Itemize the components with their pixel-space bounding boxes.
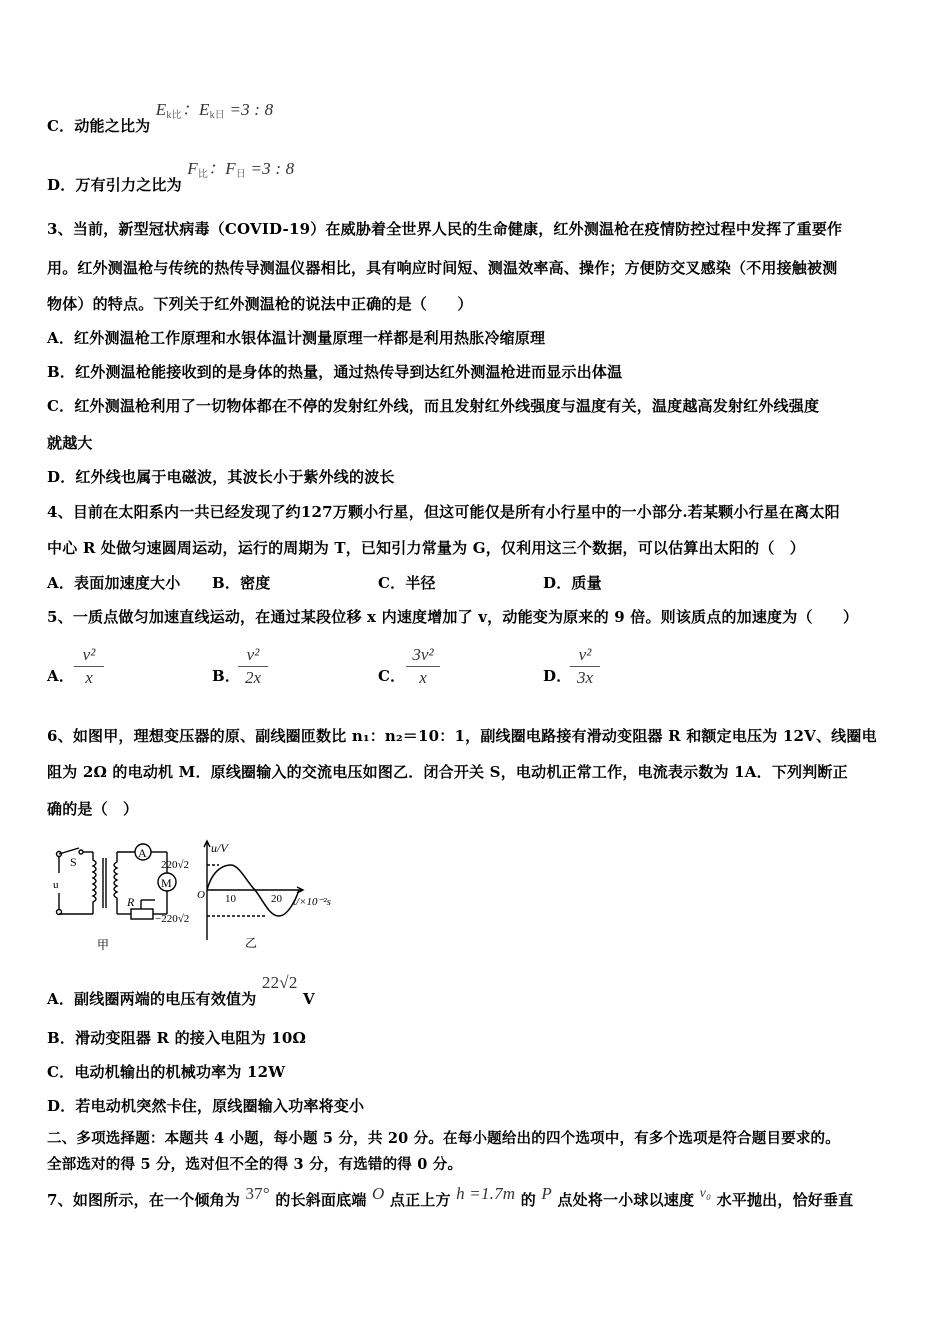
q5-option-c-label: C． bbox=[378, 667, 406, 685]
q4-option-a: A．表面加速度大小 bbox=[47, 574, 181, 592]
q3-option-b: B．红外测温枪能接收到的是身体的热量，通过热传导到达红外测温枪进而显示出体温 bbox=[47, 363, 623, 381]
q4-stem-line-2: 中心 R 处做匀速圆周运动，运行的周期为 T，已知引力常量为 G，仅利用这三个数据，可以估算出太阳的（ ） bbox=[47, 539, 805, 557]
q5-option-d-fraction: v² 3x bbox=[568, 644, 602, 689]
point-p: P bbox=[541, 1184, 552, 1203]
option-text: C．动能之比为 bbox=[47, 117, 151, 135]
velocity-v0: v₀ bbox=[699, 1186, 712, 1201]
q4-option-c: C．半径 bbox=[378, 574, 436, 592]
q3-stem-line-3: 物体）的特点。下列关于红外测温枪的说法中正确的是（ ） bbox=[47, 295, 473, 313]
q5-option-d-label: D． bbox=[543, 667, 572, 685]
q3-option-d: D．红外线也属于电磁波，其波长小于紫外线的波长 bbox=[47, 468, 395, 486]
q6-option-d: D．若电动机突然卡住，原线圈输入功率将变小 bbox=[47, 1097, 365, 1115]
q6-option-a: A．副线圈两端的电压有效值为 22√2 V bbox=[47, 973, 315, 1008]
section2-line-1: 二、多项选择题：本题共 4 小题，每小题 5 分，共 20 分。在每小题给出的四个选项中，有多个选项是符合题目要求的。 bbox=[47, 1130, 840, 1147]
q3-option-c-cont: 就越大 bbox=[47, 434, 93, 452]
point-o: O bbox=[371, 1184, 385, 1203]
q4-option-b: B．密度 bbox=[212, 574, 271, 592]
q5-option-b-fraction: v² 2x bbox=[236, 644, 270, 689]
x-axis-label: t/×10⁻²s bbox=[293, 896, 331, 908]
height-value: h =1.7m bbox=[456, 1184, 516, 1203]
y-axis-label: u/V bbox=[211, 841, 228, 855]
origin-label: O bbox=[197, 889, 205, 901]
q6-stem-line-1: 6、如图甲，理想变压器的原、副线圈匝数比 n₁：n₂＝10：1，副线圈电路接有滑动变阻器 R 和额定电压为 12V、线圈电 bbox=[47, 727, 877, 745]
q3-option-a: A．红外测温枪工作原理和水银体温计测量原理一样都是利用热胀冷缩原理 bbox=[47, 329, 546, 347]
section2-line-2: 全部选对的得 5 分，选对但不全的得 3 分，有选错的得 0 分。 bbox=[47, 1156, 463, 1173]
switch-label: S bbox=[70, 855, 77, 869]
q5-option-a-label: A． bbox=[47, 667, 75, 685]
t2-label: 20 bbox=[271, 893, 282, 905]
q2-option-c bbox=[47, 100, 274, 136]
q4-option-d: D．质量 bbox=[543, 574, 602, 592]
figure-yi-label: 乙 bbox=[245, 936, 258, 950]
motor-label: M bbox=[161, 876, 172, 890]
y-max-label: 220√2 bbox=[161, 859, 190, 871]
formula: $F_比$：$F_日 =3$ : 8 bbox=[187, 159, 295, 180]
t1-label: 10 bbox=[225, 893, 236, 905]
formula: $E_{k比}$：$E_{k日} =3$ : 8 bbox=[155, 100, 274, 121]
rheostat-label: R bbox=[127, 895, 135, 909]
q6-option-b: B．滑动变阻器 R 的接入电阻为 10Ω bbox=[47, 1029, 307, 1047]
angle-value: 37° bbox=[245, 1184, 270, 1203]
q5-stem: 5、一质点做匀加速直线运动，在通过某段位移 x 内速度增加了 v，动能变为原来的 9 倍。则该质点的加速度为（ ） bbox=[47, 608, 859, 626]
q3-stem-line-1: 3、当前，新型冠状病毒（COVID-19）在威胁着全世界人民的生命健康，红外测温枪在疫情防控过程中发挥了重要作 bbox=[47, 220, 843, 238]
q3-stem-line-2: 用。红外测温枪与传统的热传导测温仪器相比，具有响应时间短、测温效率高、操作；方便防交叉感染（不用接触被测 bbox=[47, 259, 838, 277]
option-text: D．万有引力之比为 bbox=[47, 176, 182, 194]
q6-option-c: C．电动机输出的机械功率为 12W bbox=[47, 1063, 286, 1081]
q3-option-c: C．红外测温枪利用了一切物体都在不停的发射红外线，而且发射红外线强度与温度有关，温度越高发射红外线强度 bbox=[47, 397, 820, 415]
q5-option-a-fraction: v² x bbox=[72, 644, 106, 689]
q5-option-b-label: B． bbox=[212, 667, 241, 685]
y-min-label: −220√2 bbox=[155, 913, 190, 925]
q7-stem: 7、如图所示，在一个倾角为 37° 的长斜面底端 O 点正上方 h =1.7m 的 P 点处将一小球以速度 v₀ 水平抛出，恰好垂直 bbox=[47, 1184, 854, 1209]
q6-figure bbox=[47, 838, 357, 953]
q6-stem-line-2: 阻为 2Ω 的电动机 M．原线圈输入的交流电压如图乙．闭合开关 S，电动机正常工作，电流表示数为 1A．下列判断正 bbox=[47, 763, 848, 781]
source-label: u bbox=[53, 879, 59, 891]
q6-stem-line-3: 确的是（ ） bbox=[47, 800, 139, 818]
ammeter-label: A bbox=[138, 846, 147, 860]
figure-jia-label: 甲 bbox=[97, 938, 110, 952]
transformer-circuit bbox=[53, 844, 176, 952]
voltage-graph bbox=[155, 841, 331, 950]
q4-stem-line-1: 4、目前在太阳系内一共已经发现了约127万颗小行星，但这可能仅是所有小行星中的一小部分.若某颗小行星在离太阳 bbox=[47, 503, 840, 521]
q2-option-d bbox=[47, 159, 295, 195]
formula: 22√2 bbox=[261, 973, 298, 992]
q5-option-c-fraction: 3v² x bbox=[404, 644, 442, 689]
